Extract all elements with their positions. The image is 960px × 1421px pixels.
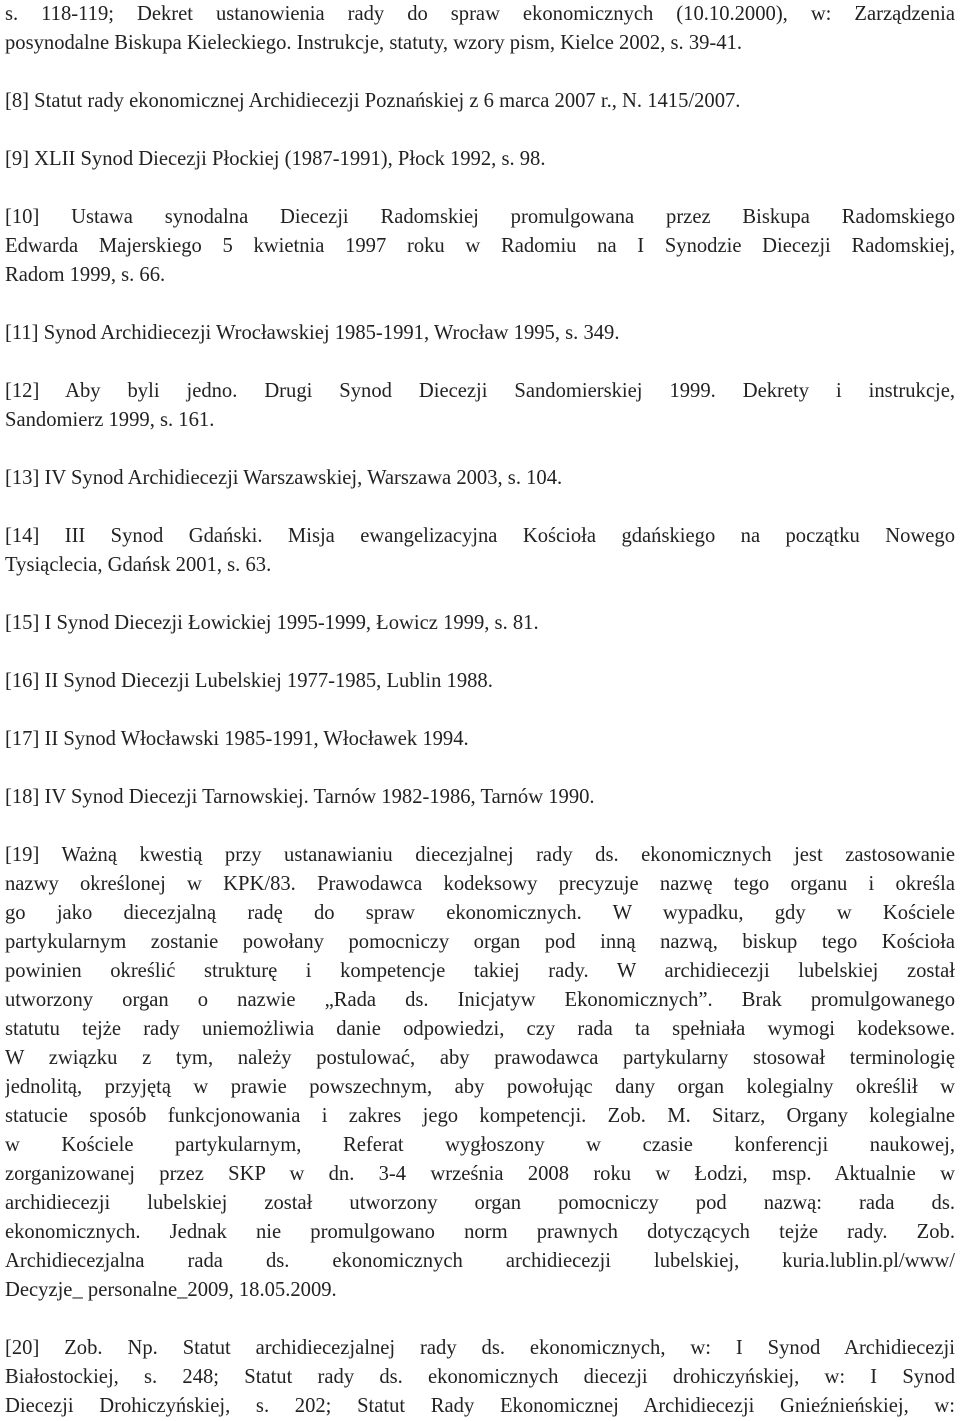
- reference-line: [16] II Synod Diecezji Lubelskiej 1977-1985, Lublin 1988.: [5, 670, 493, 692]
- reference-line: Tysiąclecia, Gdańsk 2001, s. 63.: [5, 554, 272, 576]
- reference-line: Archidiecezjalna rada ds. ekonomicznych archidiecezji lubelskiej, kuria.lublin.pl/www/: [5, 1250, 955, 1272]
- reference-line: [20] Zob. Np. Statut archidiecezjalnej rady ds. ekonomicznych, w: I Synod Archidiecezji: [5, 1337, 955, 1359]
- reference-line: Radom 1999, s. 66.: [5, 264, 166, 286]
- reference-line: Decyzje_ personalne_2009, 18.05.2009.: [5, 1279, 337, 1301]
- reference-line: [11] Synod Archidiecezji Wrocławskiej 1985-1991, Wrocław 1995, s. 349.: [5, 322, 620, 344]
- reference-line: jednolitą, przyjętą w prawie powszechnym, aby powołując dany organ kolegialny określił w: [5, 1076, 955, 1098]
- reference-line: partykularnym zostanie powołany pomocniczy organ pod inną nazwą, biskup tego Kościoła: [5, 931, 955, 953]
- reference-line: go jako diecezjalną radę do spraw ekonomicznych. W wypadku, gdy w Kościele: [5, 902, 955, 924]
- reference-line: posynodalne Biskupa Kieleckiego. Instrukcje, statuty, wzory pism, Kielce 2002, s. 39-41.: [5, 32, 743, 54]
- reference-line: [14] III Synod Gdański. Misja ewangelizacyjna Kościoła gdańskiego na początku Nowego: [5, 525, 955, 547]
- reference-line: W związku z tym, należy postulować, aby prawodawca partykularny stosował terminologię: [5, 1047, 955, 1069]
- reference-line: utworzony organ o nazwie „Rada ds. Inicjatyw Ekonomicznych”. Brak promulgowanego: [5, 989, 955, 1011]
- reference-line: nazwy określonej w KPK/83. Prawodawca kodeksowy precyzuje nazwę tego organu i określa: [5, 873, 955, 895]
- reference-line: [10] Ustawa synodalna Diecezji Radomskiej promulgowana przez Biskupa Radomskiego: [5, 206, 955, 228]
- reference-line: [19] Ważną kwestią przy ustanawianiu diecezjalnej rady ds. ekonomicznych jest zastosowanie: [5, 844, 955, 866]
- reference-line: archidiecezji lubelskiej został utworzony organ pomocniczy pod nazwą: rada ds.: [5, 1192, 955, 1214]
- reference-line: statucie sposób funkcjonowania i zakres jego kompetencji. Zob. M. Sitarz, Organy kolegialne: [5, 1105, 955, 1127]
- reference-line: [15] I Synod Diecezji Łowickiej 1995-1999, Łowicz 1999, s. 81.: [5, 612, 539, 634]
- reference-line: [17] II Synod Włocławski 1985-1991, Włocławek 1994.: [5, 728, 469, 750]
- reference-line: [8] Statut rady ekonomicznej Archidiecezji Poznańskiej z 6 marca 2007 r., N. 1415/2007.: [5, 90, 741, 112]
- reference-line: ekonomicznych. Jednak nie promulgowano norm prawnych dotyczących tejże rady. Zob.: [5, 1221, 955, 1243]
- reference-line: [18] IV Synod Diecezji Tarnowskiej. Tarnów 1982-1986, Tarnów 1990.: [5, 786, 595, 808]
- reference-line: [9] XLII Synod Diecezji Płockiej (1987-1991), Płock 1992, s. 98.: [5, 148, 546, 170]
- reference-line: zorganizowanej przez SKP w dn. 3-4 września 2008 roku w Łodzi, msp. Aktualnie w: [5, 1163, 955, 1185]
- reference-line: Sandomierz 1999, s. 161.: [5, 409, 215, 431]
- reference-line: [12] Aby byli jedno. Drugi Synod Diecezji Sandomierskiej 1999. Dekrety i instrukcje,: [5, 380, 955, 402]
- reference-line: statutu tejże rady uniemożliwia danie odpowiedzi, czy rada ta spełniała wymogi kodeksowe.: [5, 1018, 955, 1040]
- reference-line: Diecezji Drohiczyńskiej, s. 202; Statut Rady Ekonomicznej Archidiecezji Gnieźnieńskiej, w:: [5, 1395, 955, 1417]
- reference-line: s. 118-119; Dekret ustanowienia rady do spraw ekonomicznych (10.10.2000), w: Zarządzenia: [5, 3, 955, 25]
- reference-line: Białostockiej, s. 248; Statut rady ds. ekonomicznych diecezji drohiczyńskiej, w: I Synod: [5, 1366, 955, 1388]
- reference-line: w Kościele partykularnym, Referat wygłoszony w czasie konferencji naukowej,: [5, 1134, 955, 1156]
- reference-line: Edwarda Majerskiego 5 kwietnia 1997 roku w Radomiu na I Synodzie Diecezji Radomskiej,: [5, 235, 955, 257]
- reference-line: powinien określić strukturę i kompetencje takiej rady. W archidiecezji lubelskiej został: [5, 960, 955, 982]
- reference-line: [13] IV Synod Archidiecezji Warszawskiej, Warszawa 2003, s. 104.: [5, 467, 563, 489]
